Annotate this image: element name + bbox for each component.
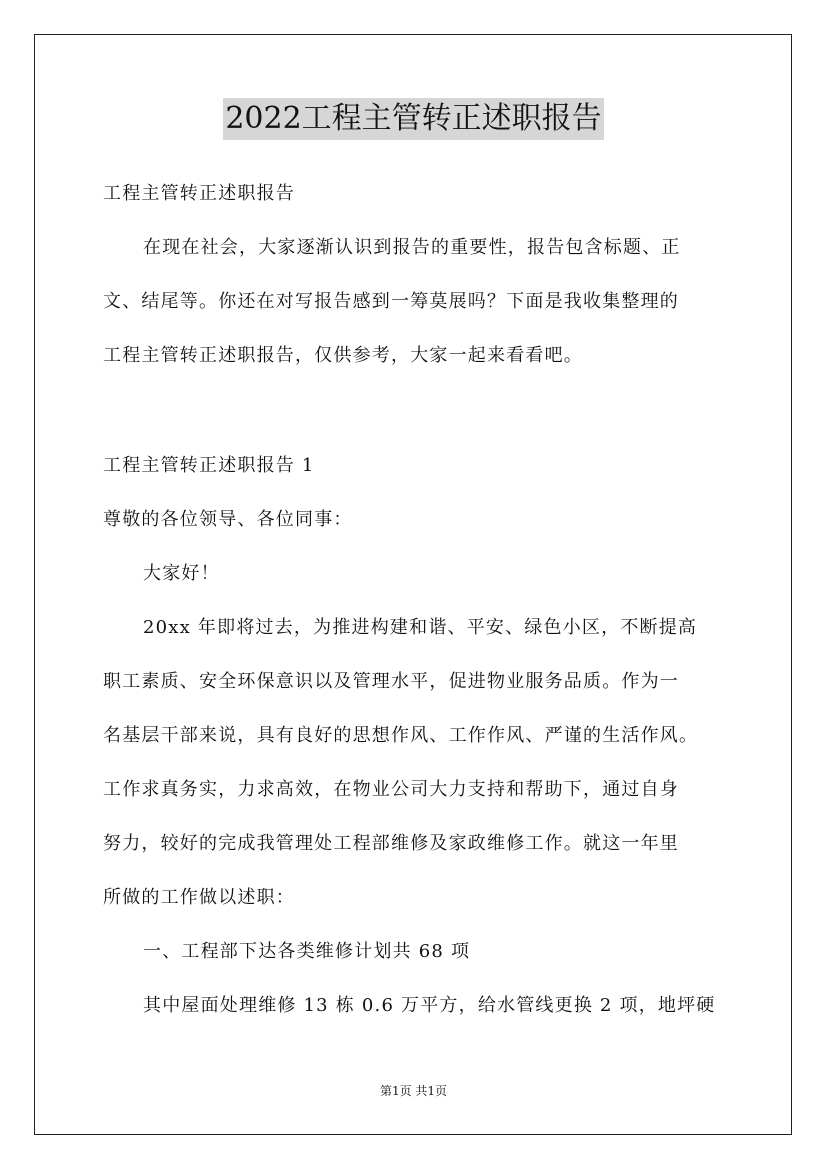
salutation: 尊敬的各位领导、各位同事： [103, 509, 353, 530]
title-container [0, 98, 827, 140]
item-text: 其中屋面处理维修 13 栋 0.6 万平方，给水管线更换 2 项，地坪硬 [143, 995, 716, 1016]
page-footer: 第1页 共1页 [379, 1084, 448, 1098]
body-line-3: 名基层干部来说，具有良好的思想作风、工作作风、严谨的生活作风。 [103, 725, 699, 746]
body-line-2: 职工素质、安全环保意识以及管理水平，促进物业服务品质。作为一 [103, 671, 679, 692]
greeting: 大家好！ [143, 563, 220, 584]
body-line-4: 工作求真务实，力求高效，在物业公司大力支持和帮助下，通过自身 [103, 779, 679, 800]
body-line-1: 20xx 年即将过去，为推进构建和谐、平安、绿色小区，不断提高 [143, 617, 698, 638]
section-title: 工程主管转正述职报告 1 [103, 455, 315, 476]
document-title: 2022工程主管转正述职报告 [223, 98, 603, 140]
item-heading: 一、工程部下达各类维修计划共 68 项 [143, 941, 471, 962]
body-line-6: 所做的工作做以述职： [103, 887, 295, 908]
body-line-5: 努力，较好的完成我管理处工程部维修及家政维修工作。就这一年里 [103, 833, 679, 854]
intro-line-1: 在现在社会，大家逐渐认识到报告的重要性，报告包含标题、正 [143, 237, 681, 258]
subtitle: 工程主管转正述职报告 [103, 183, 295, 204]
intro-line-3: 工程主管转正述职报告，仅供参考，大家一起来看看吧。 [103, 345, 583, 366]
intro-line-2: 文、结尾等。你还在对写报告感到一筹莫展吗？下面是我收集整理的 [103, 291, 679, 312]
